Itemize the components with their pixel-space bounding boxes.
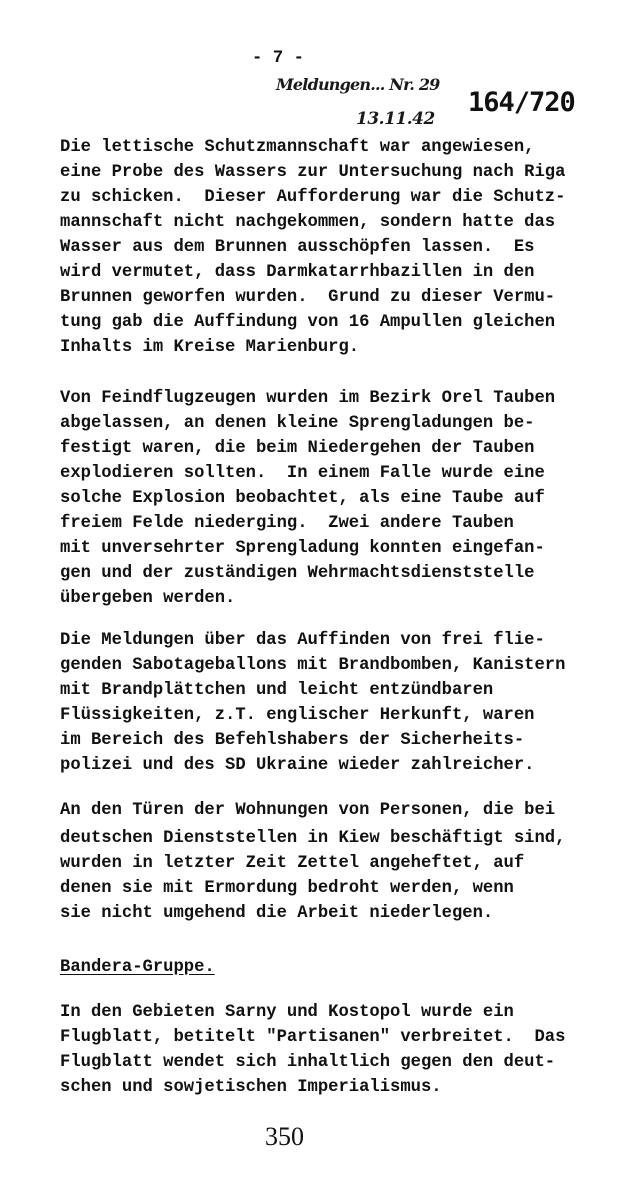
paragraph-kiev-notes bbox=[60, 798, 565, 926]
text-line: Flugblatt, betitelt "Partisanen" verbreitet. Das bbox=[60, 1028, 566, 1047]
text-line: wurden in letzter Zeit Zettel angeheftet, auf bbox=[60, 854, 525, 873]
paragraph-pigeons bbox=[60, 386, 555, 611]
text-line: An den Türen der Wohnungen von Personen, die bei bbox=[60, 801, 556, 820]
text-line: genden Sabotageballons mit Brandbomben, Kanistern bbox=[60, 656, 566, 675]
text-line: deutschen Dienststellen in Kiew beschäftigt sind, bbox=[60, 829, 566, 848]
text-line: sie nicht umgehend die Arbeit niederlegen. bbox=[60, 904, 494, 923]
text-line: Brunnen geworfen wurden. Grund zu dieser Vermu- bbox=[60, 288, 556, 307]
text-line: denen sie mit Ermordung bedroht werden, wenn bbox=[60, 879, 514, 898]
text-line: Die Meldungen über das Auffinden von frei flie- bbox=[60, 631, 545, 650]
text-line: In den Gebieten Sarny und Kostopol wurde ein bbox=[60, 1003, 514, 1022]
handwritten-date: 13.11.42 bbox=[356, 109, 435, 129]
page-number: 350 bbox=[265, 1122, 304, 1151]
text-line: gen und der zuständigen Wehrmachtsdienststelle bbox=[60, 564, 535, 583]
text-line: mit Brandplättchen und leicht entzündbaren bbox=[60, 681, 494, 700]
text-line: übergeben werden. bbox=[60, 589, 236, 608]
text-line: Inhalts im Kreise Marienburg. bbox=[60, 338, 360, 357]
text-line: mannschaft nicht nachgekommen, sondern hatte das bbox=[60, 213, 556, 232]
text-line: eine Probe des Wassers zur Untersuchung nach Riga bbox=[60, 163, 566, 182]
text-line: im Bereich des Befehlshabers der Sicherheits- bbox=[60, 731, 525, 750]
text-line: tung gab die Auffindung von 16 Ampullen gleichen bbox=[60, 313, 556, 332]
text-line: freiem Felde niederging. Zwei andere Tauben bbox=[60, 514, 514, 533]
text-line: solche Explosion beobachtet, als eine Taube auf bbox=[60, 489, 545, 508]
text-line: Flüssigkeiten, z.T. englischer Herkunft, waren bbox=[60, 706, 535, 725]
handwritten-title: Meldungen... Nr. 29 bbox=[276, 75, 440, 94]
archive-number: 164/720 bbox=[468, 87, 575, 118]
text-line: explodieren sollten. In einem Falle wurde eine bbox=[60, 464, 545, 483]
text-line: Wasser aus dem Brunnen ausschöpfen lassen. Es bbox=[60, 238, 535, 257]
text-line: mit unversehrter Sprengladung konnten eingefan- bbox=[60, 539, 545, 558]
paragraph-balloons bbox=[60, 628, 565, 778]
text-line: festigt waren, die beim Niedergehen der Tauben bbox=[60, 439, 535, 458]
text-line: Die lettische Schutzmannschaft war angewiesen, bbox=[60, 138, 535, 157]
paragraph-water-well bbox=[60, 135, 565, 360]
paragraph-bandera bbox=[60, 1000, 565, 1100]
text-line: schen und sowjetischen Imperialismus. bbox=[60, 1078, 442, 1097]
text-line: abgelassen, an denen kleine Sprengladungen be- bbox=[60, 414, 535, 433]
text-line: zu schicken. Dieser Aufforderung war die Schutz- bbox=[60, 188, 566, 207]
page-marker: - 7 - bbox=[252, 49, 305, 68]
section-heading: Bandera-Gruppe. bbox=[60, 958, 215, 977]
text-line: polizei und des SD Ukraine wieder zahlreicher. bbox=[60, 756, 535, 775]
text-line: wird vermutet, dass Darmkatarrhbazillen in den bbox=[60, 263, 535, 282]
text-line: Von Feindflugzeugen wurden im Bezirk Orel Tauben bbox=[60, 389, 556, 408]
text-line: Flugblatt wendet sich inhaltlich gegen den deut- bbox=[60, 1053, 556, 1072]
